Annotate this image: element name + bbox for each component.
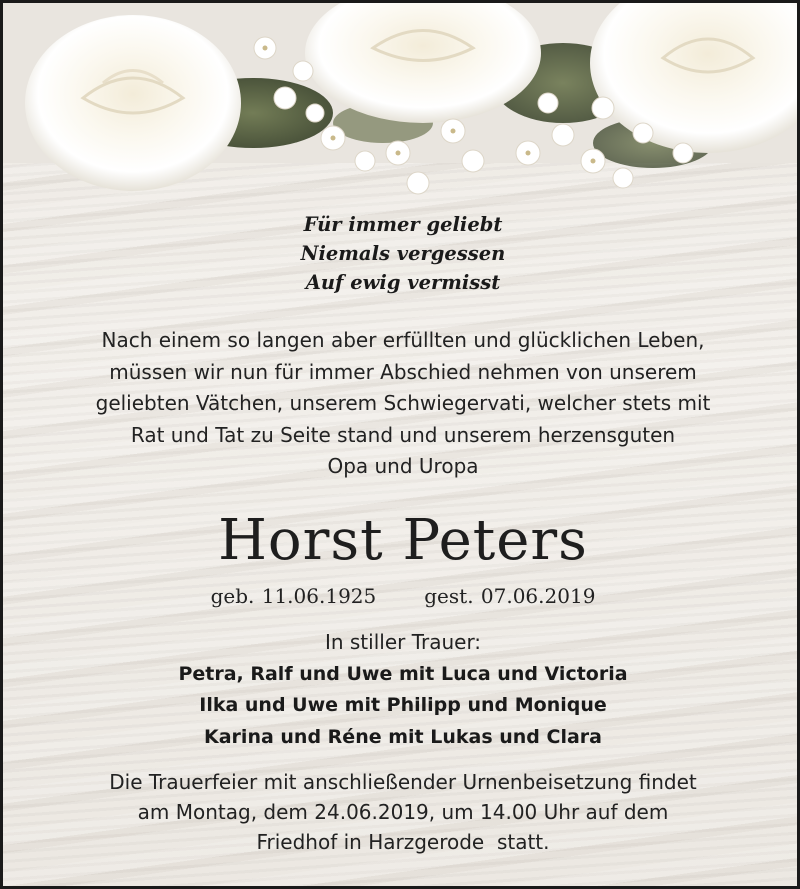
family-line: Ilka und Uwe mit Philipp und Monique <box>199 694 607 716</box>
motto <box>3 210 800 297</box>
deceased-name: Horst Peters <box>218 508 588 573</box>
motto-line: Niemals vergessen <box>300 242 506 265</box>
intro-text <box>3 325 800 483</box>
intro-line: müssen wir nun für immer Abschied nehmen von unserem <box>109 359 697 384</box>
funeral-line: Die Trauerfeier mit anschließender Urnenbeisetzung findet <box>109 770 697 794</box>
life-dates <box>3 581 800 611</box>
intro-line: Rat und Tat zu Seite stand und unserem herzensguten <box>130 422 676 447</box>
motto-line: Auf ewig vermisst <box>305 271 501 294</box>
intro-line: Nach einem so langen aber erfüllten und glücklichen Leben, <box>101 328 705 352</box>
birth-date: geb. 11.06.1925 <box>210 584 377 608</box>
family-line: Karina und Réne mit Lukas und Clara <box>204 725 602 748</box>
mourning-lead: In stiller Trauer: <box>324 630 482 654</box>
funeral-line: Friedhof in Harzgerode statt. <box>256 830 550 854</box>
family-line: Petra, Ralf und Uwe mit Luca und Victoria <box>178 662 628 685</box>
mourners <box>3 627 800 753</box>
death-date: gest. 07.06.2019 <box>424 584 596 608</box>
funeral-info <box>3 767 800 857</box>
motto-line: Für immer geliebt <box>303 213 503 236</box>
funeral-line: am Montag, dem 24.06.2019, um 14.00 Uhr auf dem <box>137 800 669 824</box>
intro-line: geliebten Vätchen, unserem Schwiegervati, welcher stets mit <box>95 391 711 415</box>
white-roses-image <box>3 3 800 203</box>
intro-line: Opa und Uropa <box>327 454 479 478</box>
